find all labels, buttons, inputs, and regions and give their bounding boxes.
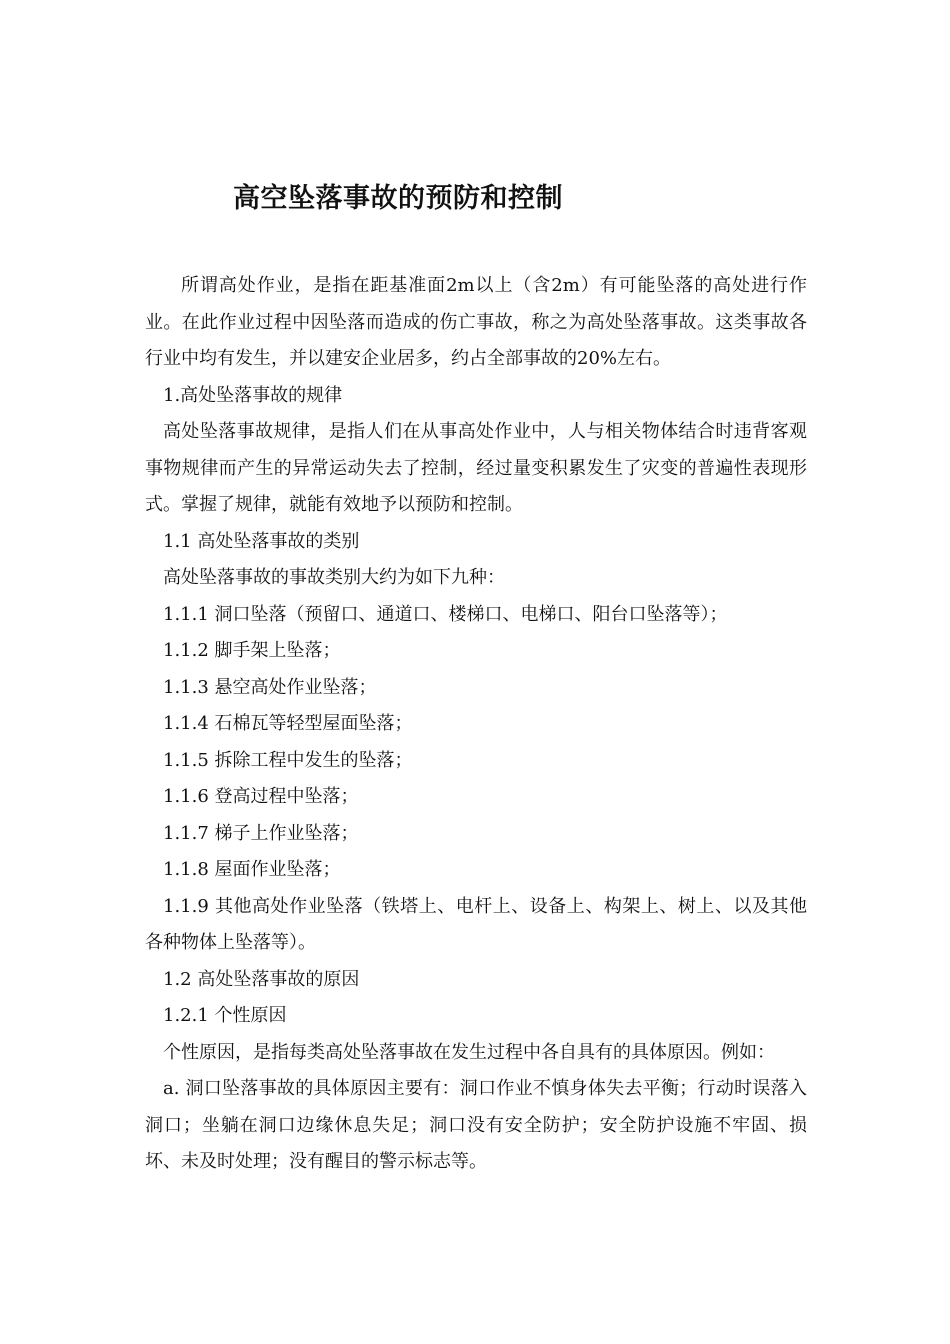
category-intro: 高处坠落事故的事故类别大约为如下九种： [163, 567, 505, 588]
section-heading-1-2-1: 1.2.1 个性原因 [163, 1005, 287, 1026]
document-title: 高空坠落事故的预防和控制 [233, 183, 563, 214]
document-body [145, 268, 807, 1181]
rule-paragraph: 高处坠落事故规律，是指人们在从事高处作业中，人与相关物体结合时违背客观事物规律而产生的异常运动失去了控制，经过量变积累发生了灾变的普遍性表现形式。掌握了规律，就能有效地予以预防和控制。 [145, 421, 807, 515]
intro-paragraph: 所谓高处作业，是指在距基准面2m以上（含2m）有可能坠落的高处进行作业。在此作业过程中因坠落而造成的伤亡事故，称之为高处坠落事故。这类事故各行业中均有发生，并以建安企业居多，约占全部事故的20%左右。 [145, 275, 807, 369]
section-heading-1: 1.高处坠落事故的规律 [163, 384, 343, 406]
cause-paragraph: 个性原因，是指每类高处坠落事故在发生过程中各自具有的具体原因。例如： [163, 1041, 775, 1063]
list-item: 1.1.8 屋面作业坠落； [163, 859, 341, 880]
section-heading-1-1: 1.1 高处坠落事故的类别 [163, 530, 360, 552]
section-heading-1-2: 1.2 高处坠落事故的原因 [163, 968, 360, 990]
list-item: 1.1.6 登高过程中坠落； [163, 786, 359, 807]
list-item: 1.1.1 洞口坠落（预留口、通道口、楼梯口、电梯口、阳台口坠落等）； [163, 603, 728, 625]
list-item: 1.1.3 悬空高处作业坠落； [163, 676, 377, 698]
list-item: 1.1.7 梯子上作业坠落； [163, 822, 359, 844]
list-item: 1.1.5 拆除工程中发生的坠落； [163, 749, 413, 771]
cause-example-a: a. 洞口坠落事故的具体原因主要有：洞口作业不慎身体失去平衡；行动时误落入洞口；坐躺在洞口边缘休息失足；洞口没有安全防护；安全防护设施不牢固、损坏、未及时处理；没有醒目的警示标志等。 [145, 1078, 807, 1172]
list-item: 1.1.2 脚手架上坠落； [163, 640, 341, 661]
list-item: 1.1.4 石棉瓦等轻型屋面坠落； [163, 713, 413, 734]
list-item: 1.1.9 其他高处作业坠落（铁塔上、电杆上、设备上、构架上、树上、以及其他各种物体上坠落等）。 [145, 895, 807, 953]
